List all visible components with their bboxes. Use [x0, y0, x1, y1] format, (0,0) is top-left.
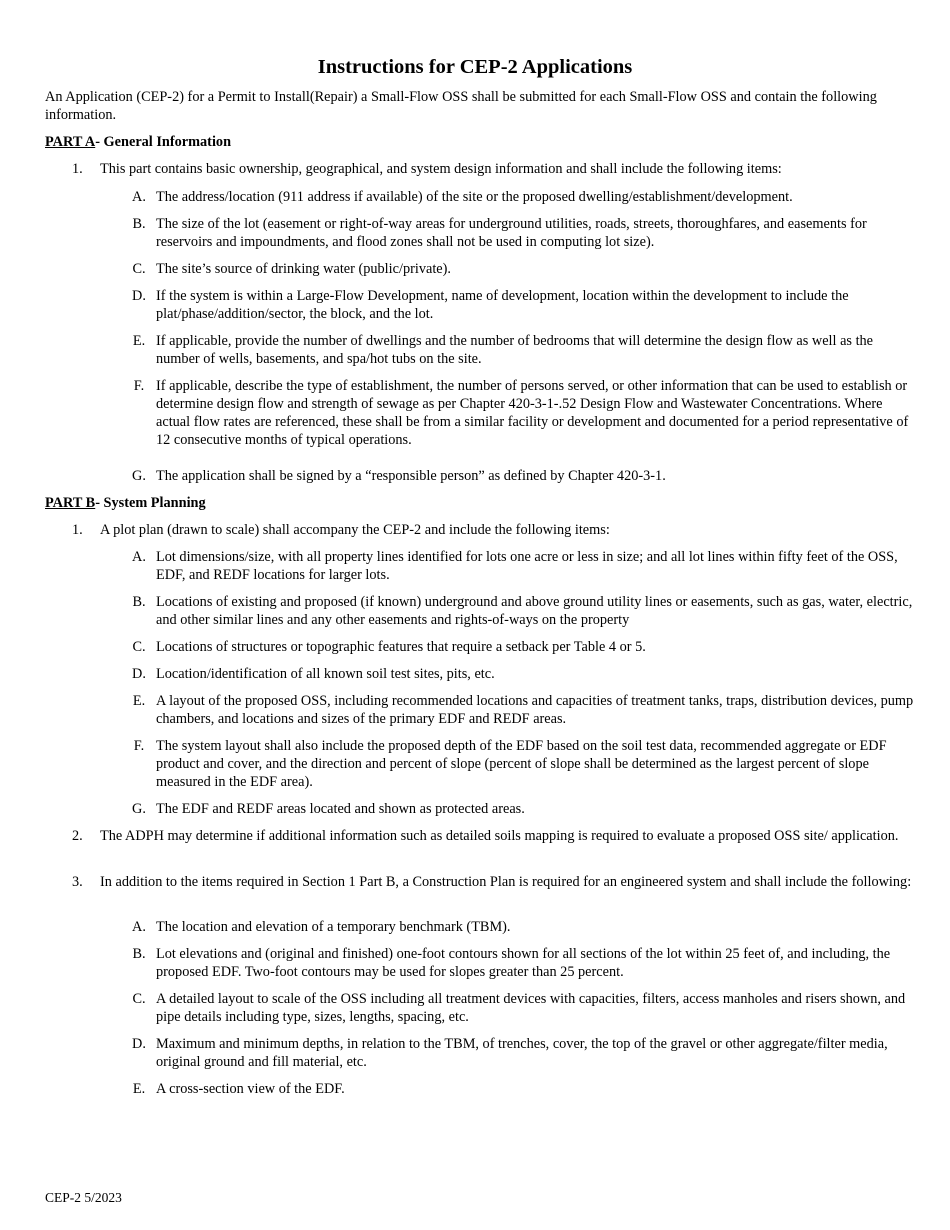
part-a-1-sub-e-letter: E. — [132, 333, 146, 349]
part-a-item-1-text: This part contains basic ownership, geographical, and system design information and shall include the following items: — [100, 161, 782, 177]
part-a-1-sub-f-text: If applicable, describe the type of establishment, the number of persons served, or other information that can be used to establish or determine design flow and strength of sewage as per Chapter 420-3-1-.52 Design Flow and Wastewater Concentrations. Where actual flow rates are referenced, these shall be from a similar facility or development and documented for a period representative of 12 consecutive months of typical operations. — [156, 378, 909, 448]
part-b-1-sub-f-letter: F. — [133, 738, 145, 754]
part-b-label: PART B — [45, 495, 96, 511]
part-b-3-sub-a-letter: A. — [132, 919, 146, 935]
part-a-1-sub-d-text: If the system is within a Large-Flow Development, name of development, location within the development to include the plat/phase/addition/sector, the block, and the lot. — [156, 288, 849, 322]
part-a-1-sub-g-letter: G. — [132, 468, 146, 484]
part-a-title: - General Information — [95, 134, 232, 150]
part-b-1-sub-c-text: Locations of structures or topographic features that require a setback per Table 4 or 5. — [156, 639, 646, 655]
part-a-1-sub-b-text: The size of the lot (easement or right-of-way areas for underground utilities, roads, streets, thoroughfares, and easements for reservoirs and impoundments, and flood zones shall not be used in computing lot size). — [156, 216, 867, 250]
part-b-3-sub-d-text: Maximum and minimum depths, in relation to the TBM, of trenches, cover, the top of the gravel or other aggregate/filter media, original ground and fill material, etc. — [156, 1036, 888, 1070]
part-b-3-sub-b-text: Lot elevations and (original and finished) one-foot contours shown for all sections of the lot within 25 feet of, and including, the proposed EDF. Two-foot contours may be used for slopes greater than 25 percent. — [156, 946, 891, 980]
part-a-1-sub-c-text: The site’s source of drinking water (public/private). — [156, 261, 451, 277]
part-a-item-1-number: 1. — [72, 161, 83, 177]
part-b-3-sub-e-text: A cross-section view of the EDF. — [156, 1081, 345, 1097]
part-a-1-sub-b-letter: B. — [132, 216, 146, 232]
part-b-1-sub-d-letter: D. — [132, 666, 146, 682]
page-title: Instructions for CEP-2 Applications — [317, 56, 633, 78]
part-b-item-2-text: The ADPH may determine if additional information such as detailed soils mapping is required to evaluate a proposed OSS site/ application. — [100, 828, 899, 844]
part-b-item-1-number: 1. — [72, 522, 83, 538]
part-b-title: - System Planning — [95, 495, 206, 511]
part-b-3-sub-c-text: A detailed layout to scale of the OSS including all treatment devices with capacities, filters, access manholes and risers shown, and pipe details including type, sizes, lengths, spacing, etc. — [156, 991, 906, 1025]
part-b-1-sub-e-letter: E. — [132, 693, 146, 709]
part-b-heading — [45, 494, 206, 512]
part-a-1-sub-c-letter: C. — [132, 261, 146, 277]
intro-paragraph: An Application (CEP-2) for a Permit to Install(Repair) a Small-Flow OSS shall be submitted for each Small-Flow OSS and contain the following information. — [45, 89, 877, 123]
part-b-1-sub-b-letter: B. — [132, 594, 146, 610]
part-b-3-sub-c-letter: C. — [132, 991, 146, 1007]
part-a-heading — [45, 133, 231, 151]
part-b-1-sub-g-letter: G. — [132, 801, 146, 817]
part-b-1-sub-b-text: Locations of existing and proposed (if known) underground and above ground utility lines or easements, such as gas, water, electric, and other similar lines and any other easements and rights-of-ways on the property — [156, 594, 913, 628]
part-a-1-sub-e-text: If applicable, provide the number of dwellings and the number of bedrooms that will determine the design flow as well as the number of wells, basements, and spa/hot tubs on the site. — [156, 333, 874, 367]
part-a-1-sub-a-letter: A. — [132, 189, 146, 205]
form-version-footer: CEP-2 5/2023 — [45, 1190, 122, 1205]
part-b-1-sub-a-letter: A. — [132, 549, 146, 565]
part-a-1-sub-g-text: The application shall be signed by a “responsible person” as defined by Chapter 420-3-1. — [156, 468, 666, 484]
part-b-item-3-text: In addition to the items required in Section 1 Part B, a Construction Plan is required for an engineered system and shall include the following: — [100, 874, 912, 890]
part-b-3-sub-e-letter: E. — [132, 1081, 146, 1097]
part-b-1-sub-d-text: Location/identification of all known soil test sites, pits, etc. — [156, 666, 495, 682]
part-a-label: PART A — [45, 134, 96, 150]
part-b-3-sub-b-letter: B. — [132, 946, 146, 962]
part-b-1-sub-g-text: The EDF and REDF areas located and shown as protected areas. — [156, 801, 525, 817]
part-b-item-1-text: A plot plan (drawn to scale) shall accompany the CEP-2 and include the following items: — [100, 522, 610, 538]
part-b-1-sub-c-letter: C. — [132, 639, 146, 655]
part-b-item-2-number: 2. — [72, 828, 83, 844]
part-b-1-sub-f-text: The system layout shall also include the proposed depth of the EDF based on the soil test data, recommended aggregate or EDF product and cover, and the direction and percent of slope (percent of slope shall be determined as the largest percent of slope measured in the EDF area). — [156, 738, 887, 790]
part-b-3-sub-d-letter: D. — [132, 1036, 146, 1052]
part-a-1-sub-a-text: The address/location (911 address if available) of the site or the proposed dwelling/establishment/development. — [156, 189, 793, 205]
part-b-3-sub-a-text: The location and elevation of a temporary benchmark (TBM). — [156, 919, 511, 935]
part-a-1-sub-f-letter: F. — [133, 378, 145, 394]
part-b-1-sub-a-text: Lot dimensions/size, with all property lines identified for lots one acre or less in size; and all lot lines within fifty feet of the OSS, EDF, and REDF locations for larger lots. — [156, 549, 898, 583]
part-a-1-sub-d-letter: D. — [132, 288, 146, 304]
part-b-1-sub-e-text: A layout of the proposed OSS, including recommended locations and capacities of treatment tanks, traps, distribution devices, pump chambers, and locations and sizes of the primary EDF and REDF areas. — [156, 693, 914, 727]
part-b-item-3-number: 3. — [72, 874, 83, 890]
